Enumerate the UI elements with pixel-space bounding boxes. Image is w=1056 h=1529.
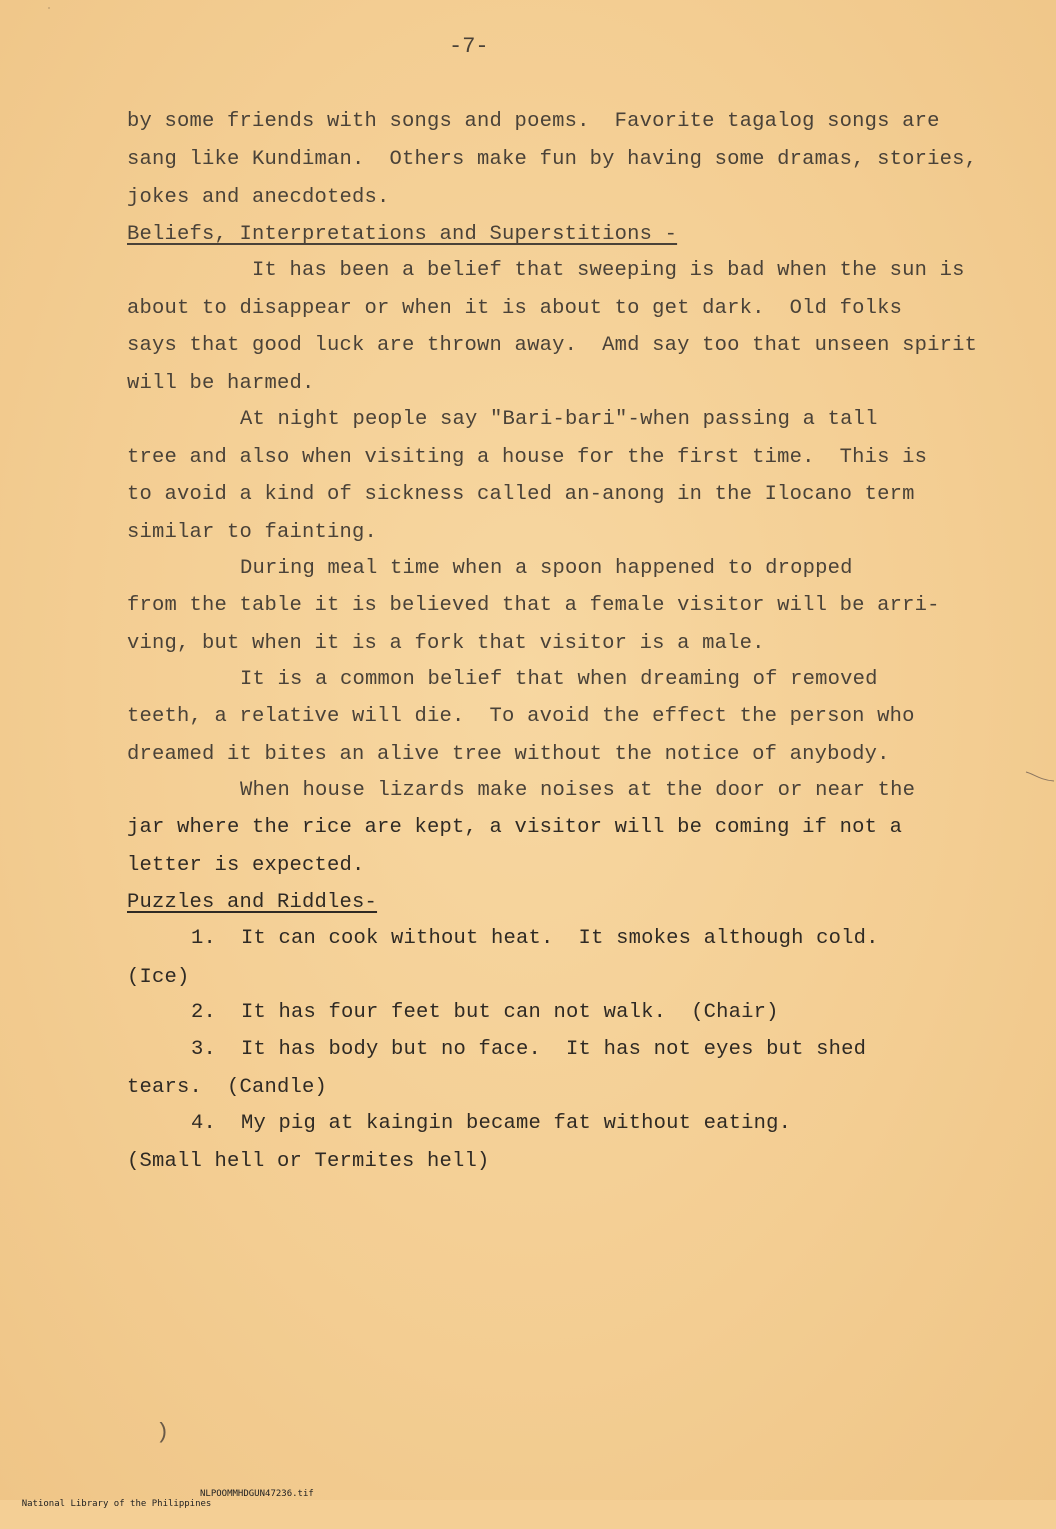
riddle-item: 3. It has body but no face. It has not eyes but shed	[191, 1038, 867, 1061]
text-line: During meal time when a spoon happened to dropped	[240, 557, 853, 580]
stray-mark: ˙	[46, 8, 53, 19]
riddle-answer: (Ice)	[127, 966, 190, 989]
text-line: sang like Kundiman. Others make fun by having some dramas, stories,	[127, 148, 978, 171]
page-number: -7-	[449, 34, 489, 59]
text-line: says that good luck are thrown away. Amd say too that unseen spirit	[127, 334, 978, 357]
text-line: will be harmed.	[127, 372, 315, 395]
text-line: It has been a belief that sweeping is bad when the sun is	[252, 259, 965, 282]
section-heading: Beliefs, Interpretations and Superstitions -	[127, 223, 678, 246]
text-line: When house lizards make noises at the door or near the	[240, 779, 916, 802]
text-line: tree and also when visiting a house for the first time. This is	[127, 446, 928, 469]
stray-mark	[1024, 768, 1056, 784]
text-line: It is a common belief that when dreaming of removed	[240, 668, 878, 691]
riddle-item: 1. It can cook without heat. It smokes although cold.	[191, 927, 879, 950]
text-line: from the table it is believed that a female visitor will be arri-	[127, 594, 940, 617]
riddle-answer: tears. (Candle)	[127, 1076, 328, 1099]
text-line: about to disappear or when it is about to get dark. Old folks	[127, 297, 903, 320]
text-line: letter is expected.	[127, 854, 365, 877]
text-line: jokes and anecdoteds.	[127, 186, 390, 209]
footer-file-code: NLPOOMMHDGUN47236.tif	[200, 1489, 314, 1499]
section-heading: Puzzles and Riddles-	[127, 891, 378, 914]
stray-mark: )	[156, 1420, 170, 1445]
riddle-item: 2. It has four feet but can not walk. (Chair)	[191, 1001, 779, 1024]
text-line: jar where the rice are kept, a visitor will be coming if not a	[127, 816, 903, 839]
footer-library: National Library of the Philippines	[21, 1499, 212, 1509]
text-line: by some friends with songs and poems. Favorite tagalog songs are	[127, 110, 940, 133]
riddle-answer: (Small hell or Termites hell)	[127, 1150, 490, 1173]
text-line: to avoid a kind of sickness called an-anong in the Ilocano term	[127, 483, 915, 506]
text-line: dreamed it bites an alive tree without the notice of anybody.	[127, 743, 890, 766]
text-line: similar to fainting.	[127, 521, 378, 544]
text-line: teeth, a relative will die. To avoid the effect the person who	[127, 705, 915, 728]
riddle-item: 4. My pig at kaingin became fat without eating.	[191, 1112, 792, 1135]
scan-footer	[0, 1489, 314, 1529]
text-line: At night people say "Bari-bari"-when passing a tall	[240, 408, 878, 431]
text-line: ving, but when it is a fork that visitor is a male.	[127, 632, 765, 655]
